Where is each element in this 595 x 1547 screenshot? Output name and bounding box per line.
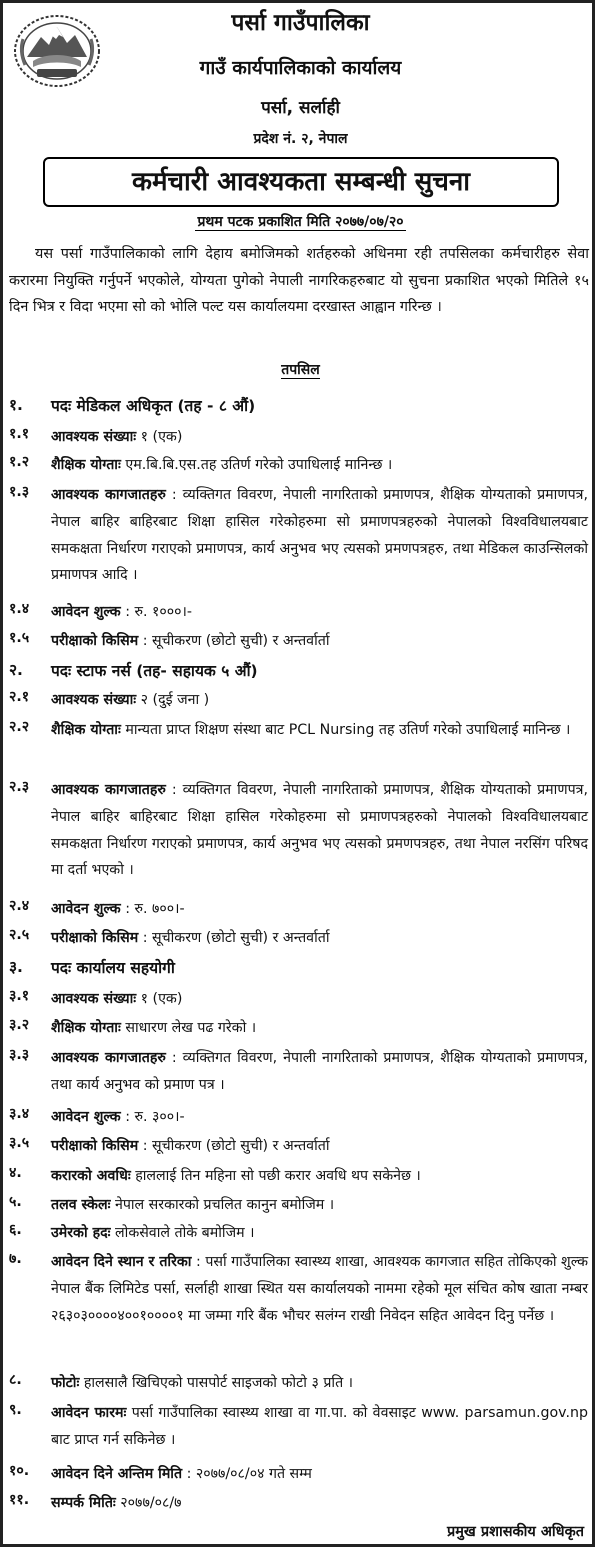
- publish-date: प्रथम पटक प्रकाशित मिति २०७७/०७/२०: [197, 214, 404, 230]
- office-name: गाउँ कार्यपालिकाको कार्यालय: [199, 57, 402, 79]
- notice-title: कर्मचारी आवश्यकता सम्बन्धी सुचना: [43, 157, 559, 207]
- org-name: पर्सा गाउँपालिका: [231, 10, 370, 36]
- intro-paragraph: यस पर्सा गाउँपालिकाको लागि देहाय बमोजिमको शर्तहरुको अधिनमा रही तपसिलका कर्मचारीहरु सेवा करारमा नियुक्ति गर्नुपर्ने भएकोले, योग्यता पुगेको नेपाली नागरिकहरुबाट यो सुचना प्रकाशित भएको मितिले १५ दिन भित्र र विदा भएमा सो को भोलि पल्ट यस कार्यालयमा दरखास्त आह्वान गरिन्छ ।: [9, 246, 589, 315]
- province-line: प्रदेश नं. २, नेपाल: [253, 131, 348, 147]
- signature-title: प्रमुख प्रशासकीय अधिकृत: [447, 1524, 584, 1540]
- office-location: पर्सा, सर्लाही: [261, 98, 340, 118]
- notice-page: पर्सा गाउँपालिका गाउँ कार्यपालिकाको कार्यालय पर्सा, सर्लाही प्रदेश नं. २, नेपाल कर्मचारी आवश्यकता सम्बन्धी सुचना प्रथम पटक प्रकाशित मिति २०७७/०७/२० यस पर्सा गाउँपालिकाको लागि देहाय बमोजिमको शर्तहरुको अधिनमा रही तपसिलका कर्मचारीहरु सेवा करारमा नियुक्ति गर्नुपर्ने भएकोले, योग्यता पुगेको नेपाली नागरिकहरुबाट यो सुचना प्रकाशित भएको मितिले १५ दिन भित्र र विदा भएमा सो को भोलि पल्ट यस कार्यालयमा दरखास्त आह्वान गरिन्छ । तपसिल १. पदः मेडिकल अधिकृत (तह - ८ औं) १.१ आवश्यक संख्याः १ (एक) १.२ शैक्षिक योग्ताः एम.बि.बि.एस.तह उतिर्ण गरेको उपाधिलाई मानिन्छ । १.३ आवश्यक कागजातहरु : व्यक्तिगत विवरण, नेपाली नागरिताको प्रमाणपत्र, शैक्षिक योग्यताको प्रमाणपत्र, नेपाल बाहिर बाहिरबाट शिक्षा हासिल गरेकोहरुमा सो प्रमाणपत्रहरुको नेपालको विश्वविधालयबाट समकक्षता निर्धारण गराएको प्रमाणपत्र, कार्य अनुभव भए त्यसको प्रमणपत्रहरु, तथा मेडिकल काउन्सिलको प्रमाणपत्र आदि । १.४ आवेदन शुल्क : रु. १०००।- १.५ परीक्षाको किसिम : सूचीकरण (छोटो सुची) र अन्तर्वार्ता २. पदः स्टाफ नर्स (तह- सहायक ५ औं) २.१ आवश्यक संख्याः २ (दुई जना ) २.२ शैक्षिक योग्ताः मान्यता प्राप्त शिक्षण संस्था बाट PCL Nursing तह उतिर्ण गरेको उपाधिलाई मानिन्छ । २.३ आवश्यक कागजातहरु : व्यक्तिगत विवरण, नेपाली नागरिताको प्रमाणपत्र, शैक्षिक योग्यताको प्रमाणपत्र, नेपाल बाहिर बाहिरबाट शिक्षा हासिल गरेकोहरुमा सो प्रमाणपत्रहरुको नेपालको विश्वविधालयबाट समकक्षता निर्धारण गराएको प्रमाणपत्र, कार्य अनुभव भए त्यसको प्रमणपत्रहरु, तथा नेपाल नरसिंग परिषद मा दर्ता भएको । २.४ आवेदन शुल्क : रु. ७००।- २.५ परीक्षाको किसिम : सूचीकरण (छोटो सुची) र अन्तर्वार्ता ३. पदः कार्यालय सहयोगी ३.१ आवश्यक संख्याः १ (एक) ३.२ शैक्षिक योग्ताः साधारण लेख पढ गरेको । ३.३ आवश्यक कागजातहरु : व्यक्तिगत विवरण, नेपाली नागरिताको प्रमाणपत्र, शैक्षिक योग्यताको प्रमाणपत्र, तथा कार्य अनुभव को प्रमाण पत्र । ३.४ आवेदन शुल्क : रु. ३००।- ३.५ परीक्षाको किसिम : सूचीकरण (छोटो सुची) र अन्तर्वार्ता ४. करारको अवधिः हाललाई तिन महिना सो पछी करार अवधि थप सकेनेछ । ५. तलव स्केलः नेपाल सरकारको प्रचलित कानुन बमोजिम । ६. उमेरको हदः लोकसेवाले तोके बमोजिम । ७. आवेदन दिने स्थान र तरिका : पर्सा गाउँपालिका स्वास्थ्य शाखा, आवश्यक कागजात सहित तोकिएको शुल्क नेपाल बैंक लिमिटेड पर्सा, सर्लाही शाखा स्थित यस कार्यालयको नाममा रहेको मूल संचित कोष खाता नम्बर २६३०३००००४००१००००१ मा जम्मा गरि बैंक भौचर सलंग्न राखी निवेदन सहित आवेदन दिनु पर्नेछ । ८. फोटोः हालसालै खिचिएको पासपोर्ट साइजको फोटो ३ प्रति । ९. आवेदन फारमः पर्सा गाउँपालिका स्वास्थ्य शाखा वा गा.पा. को वेवसाइट www. parsamun.gov.np बाट प्राप्त गर्न सकिनेछ । १०. आवेदन दिने अन्तिम मिति : २०७७/०८/०४ गते सम्म ११. सम्पर्क मितिः २०७७/०८/७ प्रमुख प्रशासकीय अधिकृत: [0, 0, 595, 1547]
- details-heading: तपसिल: [281, 362, 320, 378]
